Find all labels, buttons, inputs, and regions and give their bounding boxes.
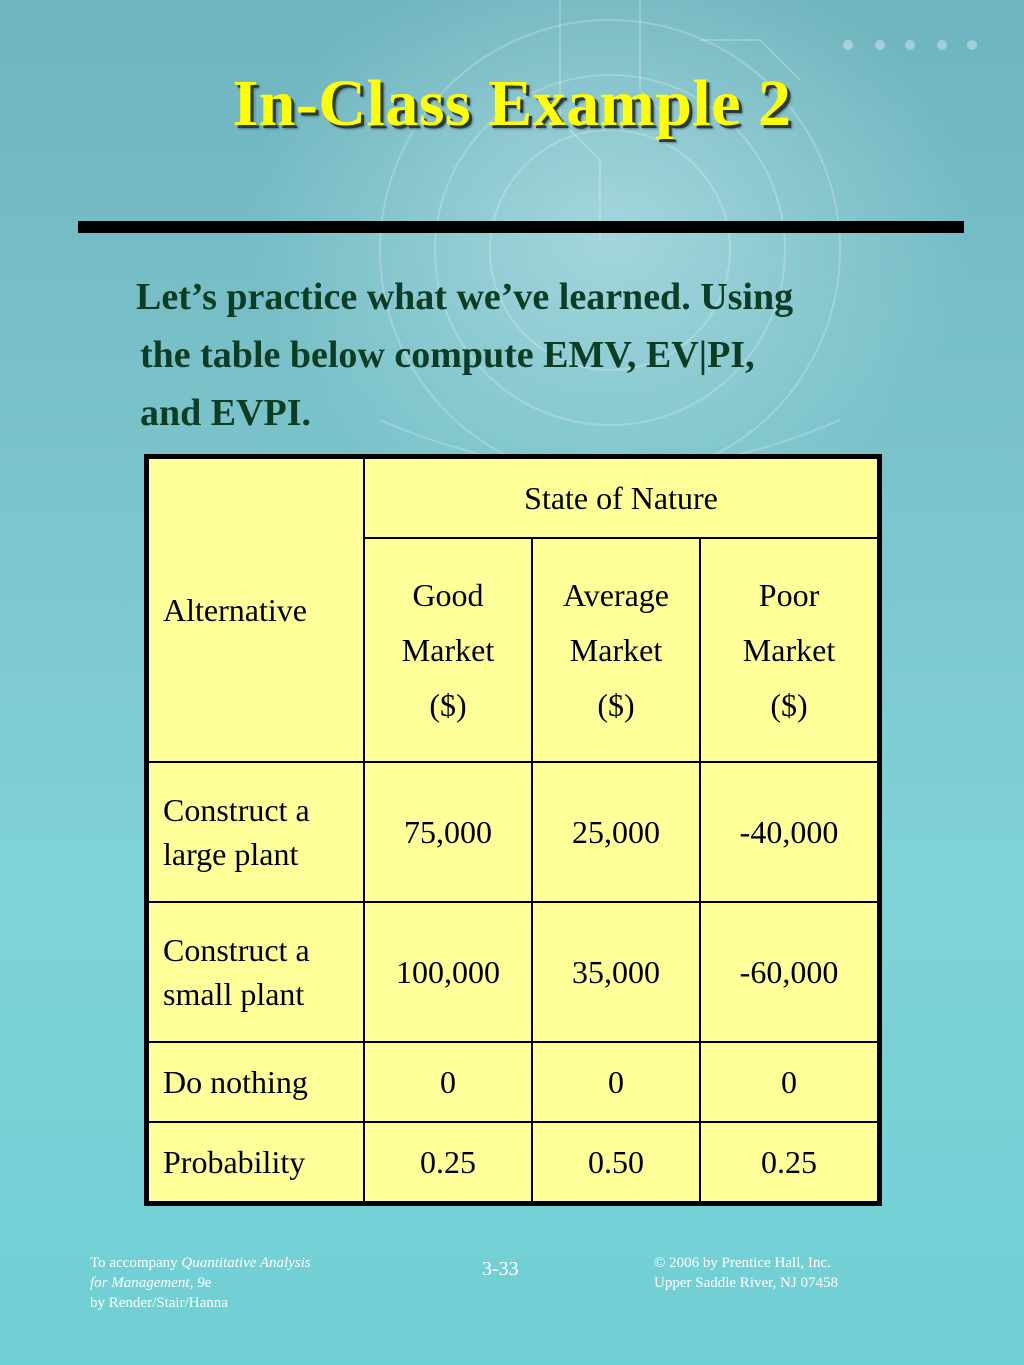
slide-title: In-Class Example 2 (232, 67, 792, 140)
column-header-poor: Poor Market ($) (700, 538, 878, 762)
page-number: 3-33 (482, 1258, 519, 1280)
table-cell: 0 (532, 1042, 700, 1122)
row-label: Construct a large plant (148, 762, 364, 902)
table-row (148, 902, 878, 1042)
column-header-good: Good Market ($) (364, 538, 532, 762)
intro-line-3: and EVPI. (140, 392, 312, 434)
row-label: Probability (148, 1122, 364, 1202)
table-row (148, 1122, 878, 1202)
alternative-header: Alternative (148, 458, 364, 762)
table-cell: -40,000 (700, 762, 878, 902)
intro-line-1: Let’s practice what we’ve learned. Using (136, 276, 794, 318)
table-cell: 0.25 (700, 1122, 878, 1202)
title-divider (78, 221, 964, 233)
table-cell: 0.50 (532, 1122, 700, 1202)
intro-line-2: the table below compute EMV, EV|PI, (140, 334, 755, 376)
table-cell: 0.25 (364, 1122, 532, 1202)
table-cell: 0 (700, 1042, 878, 1122)
footer-copyright: © 2006 by Prentice Hall, Inc. Upper Saddle River, NJ 07458 (654, 1255, 838, 1291)
footer-citation: To accompany Quantitative Analysis for Management, 9e by Render/Stair/Hanna (90, 1255, 311, 1311)
column-header-average: Average Market ($) (532, 538, 700, 762)
table-cell: 0 (364, 1042, 532, 1122)
table-cell: -60,000 (700, 902, 878, 1042)
decision-table (144, 454, 882, 1206)
row-label: Do nothing (148, 1042, 364, 1122)
state-of-nature-header: State of Nature (364, 458, 878, 538)
intro-text (136, 268, 940, 442)
table-row (148, 762, 878, 902)
table-cell: 100,000 (364, 902, 532, 1042)
table-row (148, 1042, 878, 1122)
table-cell: 35,000 (532, 902, 700, 1042)
row-label: Construct a small plant (148, 902, 364, 1042)
table-cell: 25,000 (532, 762, 700, 902)
table-cell: 75,000 (364, 762, 532, 902)
table-header-row (148, 458, 878, 538)
